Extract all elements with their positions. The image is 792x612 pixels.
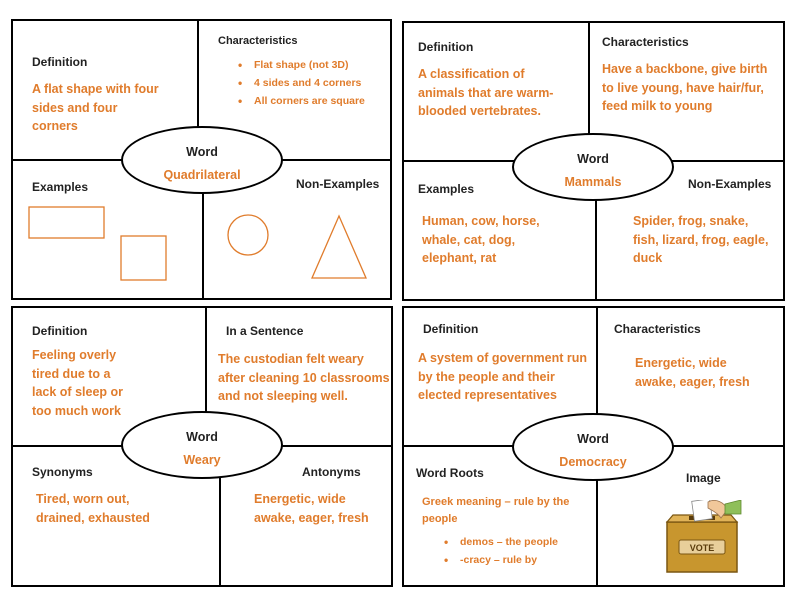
sentence-label: In a Sentence	[226, 324, 304, 338]
examples-text: Human, cow, horse, whale, cat, dog, elephant, rat	[422, 214, 540, 265]
rectangle-shape	[29, 207, 104, 238]
non-examples-shapes	[215, 205, 385, 290]
word-roots-label: Word Roots	[416, 466, 484, 480]
synonyms-label: Synonyms	[32, 465, 93, 479]
definition-label: Definition	[32, 55, 88, 69]
characteristic-item: • 4 sides and 4 corners	[236, 74, 365, 92]
word-term: Weary	[183, 453, 221, 467]
word-label: Word	[186, 145, 218, 159]
ballot-box-image	[663, 500, 743, 575]
word-term: Quadrilateral	[163, 168, 241, 182]
word-label: Word	[186, 430, 218, 444]
characteristics-text: Have a backbone, give birth to live young, have hair/fur, feed milk to young	[602, 62, 768, 113]
word-root-item: • -cracy – rule by	[442, 551, 558, 569]
triangle-shape	[312, 216, 366, 278]
definition-label: Definition	[32, 324, 88, 338]
definition-text: A system of government run by the people and their elected representatives	[418, 351, 588, 402]
word-term: Democracy	[559, 455, 627, 469]
non-examples-label: Non-Examples	[296, 177, 380, 191]
definition-text: A classification of animals that are warm-blooded vertebrates.	[418, 67, 554, 118]
word-label: Word	[577, 432, 609, 446]
sentence-text: The custodian felt weary after cleaning 10 classrooms and not sleeping well.	[218, 352, 390, 403]
word-oval	[512, 133, 674, 201]
examples-shapes	[20, 195, 180, 290]
word-oval	[121, 411, 283, 479]
antonyms-label: Antonyms	[302, 465, 361, 479]
characteristics-label: Characteristics	[218, 35, 298, 47]
definition-text: Feeling overly tired due to a lack of sleep or too much work	[32, 348, 124, 418]
svg-text:VOTE: VOTE	[689, 543, 715, 553]
examples-label: Examples	[418, 182, 475, 196]
definition-text: A flat shape with four sides and four corners	[32, 82, 159, 133]
square-shape	[121, 236, 166, 280]
characteristics-label: Characteristics	[614, 322, 701, 336]
antonyms-text: Energetic, wide awake, eager, fresh	[254, 492, 369, 525]
word-roots-text: Greek meaning – rule by the people	[422, 496, 570, 525]
characteristics-text: Energetic, wide awake, eager, fresh	[635, 356, 750, 389]
non-examples-label: Non-Examples	[688, 177, 772, 191]
word-oval	[512, 413, 674, 481]
characteristic-item: • Flat shape (not 3D)	[236, 56, 365, 74]
word-roots-list	[442, 533, 558, 569]
image-label: Image	[686, 471, 721, 485]
definition-label: Definition	[418, 40, 474, 54]
characteristics-label: Characteristics	[602, 35, 689, 49]
word-label: Word	[577, 152, 609, 166]
word-term: Mammals	[564, 175, 622, 189]
word-root-item: • demos – the people	[442, 533, 558, 551]
characteristic-item: • All corners are square	[236, 92, 365, 110]
word-oval	[121, 126, 283, 194]
examples-label: Examples	[32, 180, 89, 194]
synonyms-text: Tired, worn out, drained, exhausted	[36, 492, 150, 525]
circle-shape	[228, 215, 268, 255]
definition-label: Definition	[423, 322, 479, 336]
characteristics-list	[236, 56, 365, 110]
non-examples-text: Spider, frog, snake, fish, lizard, frog, eagle, duck	[633, 214, 769, 265]
